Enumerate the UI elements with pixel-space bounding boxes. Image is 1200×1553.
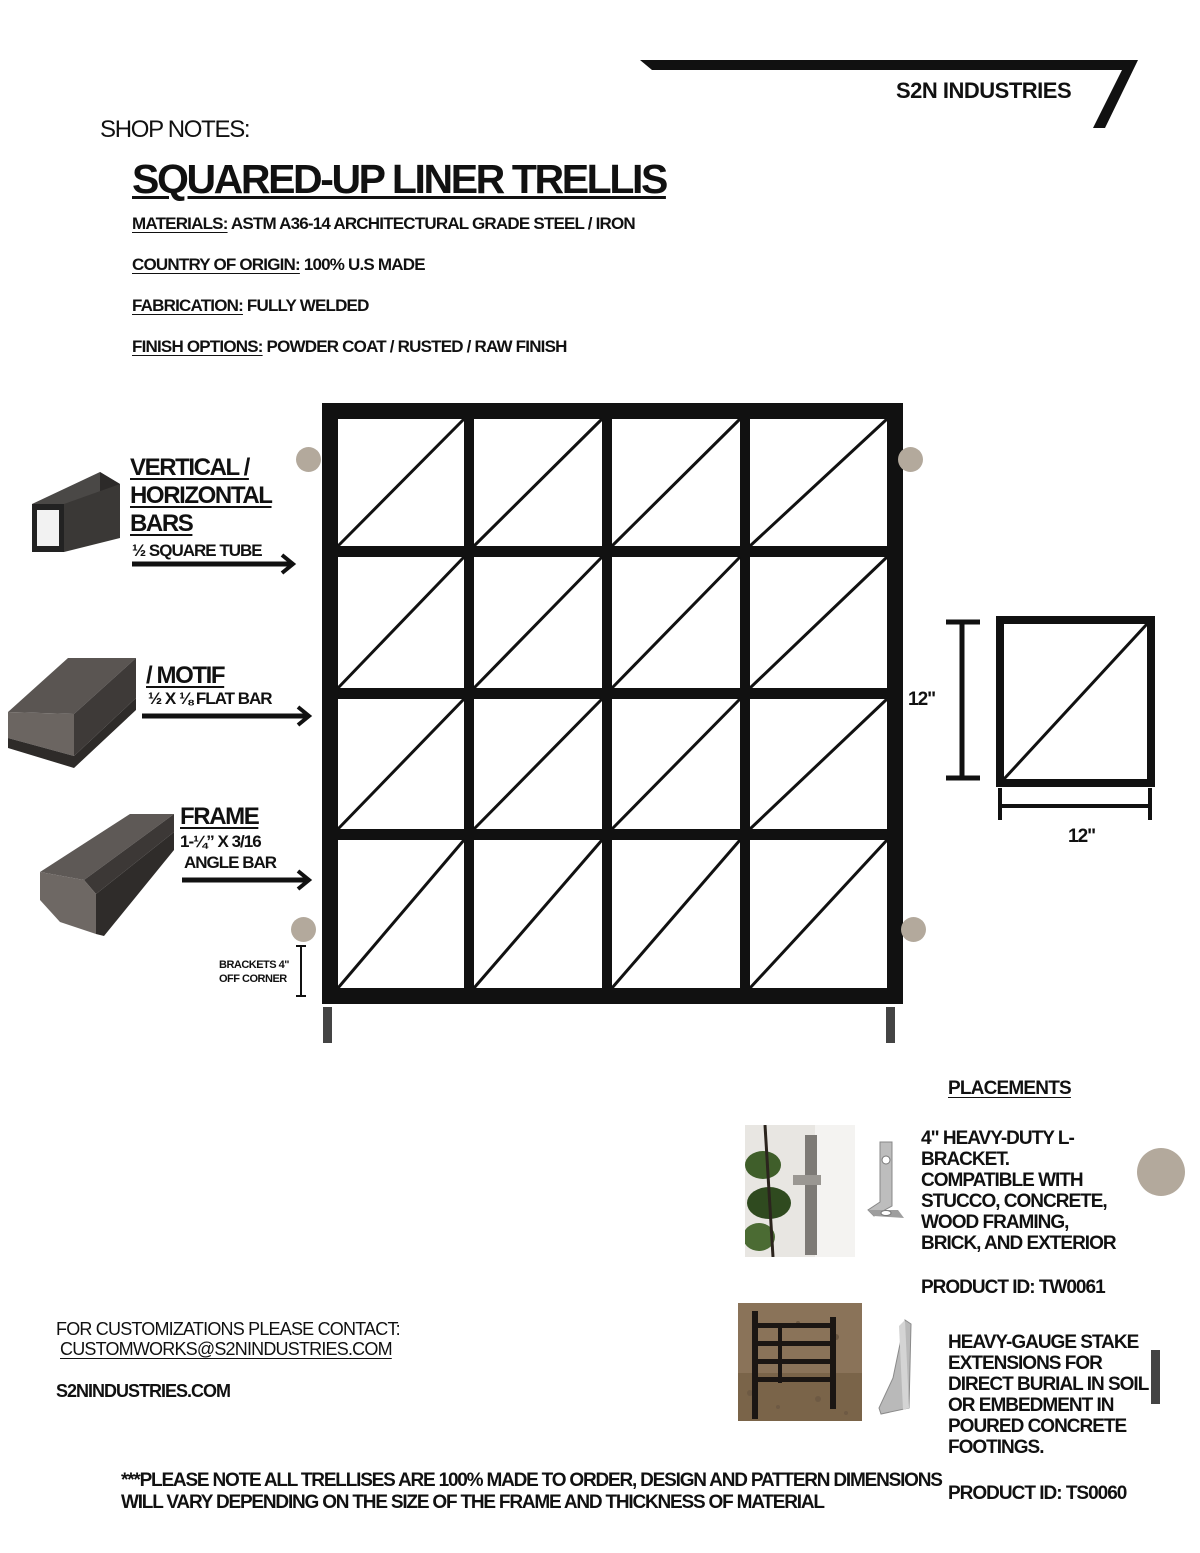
spec-value: FULLY WELDED [242,296,369,315]
page-title: SQUARED-UP LINER TRELLIS [132,156,666,202]
brand-name: S2N INDUSTRIES [896,78,1072,103]
contact-label: FOR CUSTOMIZATIONS PLEASE CONTACT: [56,1319,400,1339]
bars-label-line: BARS [130,510,193,537]
website-link[interactable]: S2NINDUSTRIES.COM [56,1381,231,1401]
frame-type: ANGLE BAR [184,853,277,872]
trellis-drawing [310,395,910,1055]
frame-size: 1-¼” X 3/16 [180,832,261,851]
shop-notes-label: SHOP NOTES: [100,116,250,143]
footer-note-line: WILL VARY DEPENDING ON THE SIZE OF THE FRAME AND THICKNESS OF MATERIAL [121,1492,824,1513]
bracket-dot [296,447,321,472]
bracket-dot [291,917,316,942]
footer-note [121,1470,942,1514]
spec-fabrication [132,296,369,316]
bars-size: ½ SQUARE TUBE [132,541,262,560]
bracket-description-line: WOOD FRAMING, [921,1212,1069,1233]
stake-bar-mark [1151,1350,1160,1404]
spec-key: COUNTRY OF ORIGIN: [132,255,300,274]
bracket-product-id: PRODUCT ID: TW0061 [921,1277,1105,1298]
stake-description-line: OR EMBEDMENT IN [948,1395,1114,1416]
brackets-note-line: OFF CORNER [219,973,287,985]
arrow-right-icon [180,868,316,892]
spec-value: ASTM A36-14 ARCHITECTURAL GRADE STEEL / IRON [227,214,635,233]
wall-bracket-photo [745,1125,855,1257]
bracket-description [921,1128,1116,1254]
frame-label: FRAME [180,803,259,830]
l-bracket-icon [862,1140,908,1224]
stake-left [323,1007,332,1043]
bars-label [130,454,272,538]
stake-description-line: HEAVY-GAUGE STAKE [948,1332,1139,1353]
stake-right [886,1007,895,1043]
contact-email-link[interactable]: CUSTOMWORKS@S2NINDUSTRIES.COM [60,1339,392,1359]
spec-materials [132,214,635,234]
square-tube-photo [28,470,124,562]
stake-description-line: EXTENSIONS FOR [948,1353,1102,1374]
spec-finish [132,337,567,357]
motif-size: ½ X ⅛ FLAT BAR [148,689,272,708]
bracket-dot [898,447,923,472]
width-dimension: 12" [1068,826,1096,847]
stake-description-line: POURED CONCRETE [948,1416,1127,1437]
motif-label: / MOTIF [146,662,225,689]
panel-detail [940,612,1160,827]
brackets-note-line: BRACKETS 4" [219,959,290,971]
bracket-description-line: COMPATIBLE WITH [921,1170,1083,1191]
stake-description-line: DIRECT BURIAL IN SOIL [948,1374,1149,1395]
bars-label-line: VERTICAL / [130,454,249,481]
brackets-note [219,958,289,986]
spec-key: FINISH OPTIONS: [132,337,263,356]
stake-product-id: PRODUCT ID: TS0060 [948,1483,1127,1504]
bracket-description-line: BRACKET. [921,1149,1010,1170]
flat-bar-photo [4,656,140,774]
angle-bar-photo [36,810,178,940]
bracket-offset-dimension [294,944,308,998]
spec-value: POWDER COAT / RUSTED / RAW FINISH [262,337,567,356]
height-dimension: 12" [908,689,936,710]
trellis-diagonals [338,419,887,988]
bracket-description-line: BRICK, AND EXTERIOR [921,1233,1116,1254]
bracket-dot [901,917,926,942]
footer-note-line: ***PLEASE NOTE ALL TRELLISES ARE 100% MADE TO ORDER, DESIGN AND PATTERN DIMENSIONS [121,1470,942,1491]
spec-key: FABRICATION: [132,296,243,315]
spec-value: 100% U.S MADE [299,255,425,274]
spec-origin [132,255,425,275]
stake-icon [873,1318,915,1418]
bracket-description-line: STUCCO, CONCRETE, [921,1191,1107,1212]
arrow-right-icon [130,552,300,576]
bracket-dot [1137,1148,1185,1196]
placements-heading: PLACEMENTS [948,1078,1071,1099]
bracket-description-line: 4" HEAVY-DUTY L- [921,1128,1074,1149]
arrow-right-icon [140,704,316,728]
stake-description [948,1332,1148,1458]
garden-stake-photo [738,1303,862,1421]
spec-key: MATERIALS: [132,214,228,233]
bars-label-line: HORIZONTAL [130,482,272,509]
stake-description-line: FOOTINGS. [948,1437,1044,1458]
